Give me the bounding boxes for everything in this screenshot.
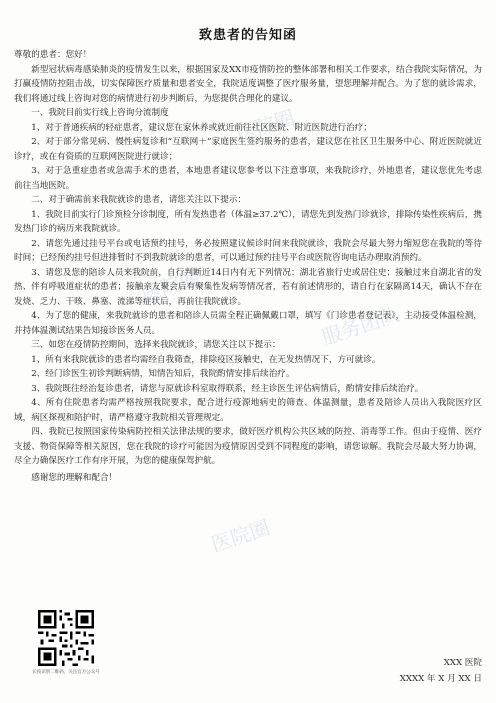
qr-code-icon — [38, 610, 94, 666]
document-title: 致患者的告知函 — [198, 28, 297, 43]
section-heading-1: 一、我院目前实行线上咨询分流制度 — [31, 108, 169, 118]
closing-thanks: 感谢您的理解和配合！ — [31, 472, 118, 483]
section-heading-2: 二、对于确需前来我院就诊的患者，请您关注以下提示： — [31, 195, 247, 205]
watermark-2: 医院圈 — [138, 265, 203, 307]
watermark-1: 医院圈 — [233, 105, 298, 147]
paragraph-1-1: 1、对于普通疾病的轻症患者，建议您在家休养或就近前往社区医院、附近医院进行治疗； — [31, 122, 372, 133]
paragraph-2-1: 1、我院目前实行门诊预检分诊制度，所有发热患者（体温≥37.2℃），请您先到发热门诊就诊，排除传染性疾病后，携发热门诊的病历来我院就诊。 — [14, 209, 482, 234]
paragraph-1-3: 3、对于急重症患者或急需手术的患者，本地患者建议您参考以下注意事项，来我院诊疗，外地患者，建议您优先考虑前往当地医院。 — [14, 166, 482, 191]
paragraph-2-3: 3、请您及您的陪诊人员来我院前，自行判断近14日内有无下列情况：湖北省旅行史或居住史；接触过来自湖北省的发热、伴有呼吸道症状的患者；接触亲友聚会后有聚集性发病等情况者，若有前述情形的，请自行在家隔离14天，确认不存在发烧、乏力、干咳、鼻塞、流涕等症状后，再前往我院就诊。 — [14, 267, 482, 307]
section-heading-4: 四、我院已按照国家传染病防控相关法律法规的要求，做好医疗机构公共区域的防控、消毒等工作。但由于疫情、医疗支援、物资保障等相关原因，您在我院的诊疗可能因为疫情原因受到不同程度的影响，请您谅解。我院会尽最大努力协调，尽全力确保医疗工作有序开展，为您的健康保驾护航。 — [14, 427, 482, 466]
watermark-3: 服务团队 — [318, 302, 403, 350]
paragraph-3-3: 3、我院既往经治复诊患者，请您与原就诊科室取得联系，经主诊医生评估病情后，酌情安排后续治疗。 — [31, 383, 424, 394]
section-heading-3: 三、如您在疫情防控期间，选择来我院就诊，请您关注以下提示： — [31, 340, 281, 350]
watermark-4: 医院圈 — [208, 515, 273, 557]
signature-date: XXXX 年 X 月 XX 日 — [399, 674, 482, 684]
document-body — [14, 48, 482, 485]
paragraph-2-2: 2、请您先通过挂号平台或电话预约挂号，务必按照建议候诊时间来我院就诊，我院会尽最大努力缩短您在我院的等待时间；已经预约挂号但进排暂时不到我院就诊的患者，可以通过预约挂号平台或医院咨询电话办理取消预约。 — [14, 238, 482, 263]
paragraph-3-1: 1、所有来我院就诊的患者均需经自我筛查，排除疫区接触史，在无发热情况下，方可就诊。 — [31, 354, 381, 365]
signature-block — [400, 655, 482, 687]
greeting: 尊敬的患者：您好！ — [14, 50, 92, 60]
paragraph-3-2: 2、经门诊医生初诊判断病情，知情告知后，我院酌情安排后续治疗。 — [31, 369, 295, 379]
paragraph-2-4: 4、为了您的健康，来我院就诊的患者和陪诊人员需全程正确佩戴口罩，填写《门诊患者登记表》，主动接受体温检测，并持体温测试结果告知接诊医务人员。 — [14, 311, 482, 336]
qr-caption: 长按识别二维码，关注官方公众号 — [32, 670, 100, 675]
hospital-name: XXX 医院 — [443, 658, 482, 668]
paragraph-3-4: 4、所有住院患者均需严格按照我院要求，配合进行疫源地病史的筛查、体温测量，患者及陪诊人员出入我院医疗区域，病区探视和陪护时，请严格遵守我院相关管理规定。 — [14, 398, 482, 423]
paragraph-intro: 新型冠状病毒感染肺炎的疫情发生以来，根据国家及XX市疫情防控的整体部署和相关工作要求，结合我院实际情况，为打赢疫情防控阻击战，切实保障医疗质量和患者安全，我院适度调整了医疗服务量，望您理解并配合。为了您的就诊需求，我们将通过线上咨询对您的病情进行初步判断后，为您提供合理化的建议。 — [14, 64, 482, 104]
paragraph-1-2: 2、对于部分常见病、慢性病复诊和“互联网＋”家庭医生签约服务的患者，建议您在社区卫生服务中心、附近医院就近诊疗，或在有资质的互联网医院进行就诊； — [14, 137, 482, 162]
